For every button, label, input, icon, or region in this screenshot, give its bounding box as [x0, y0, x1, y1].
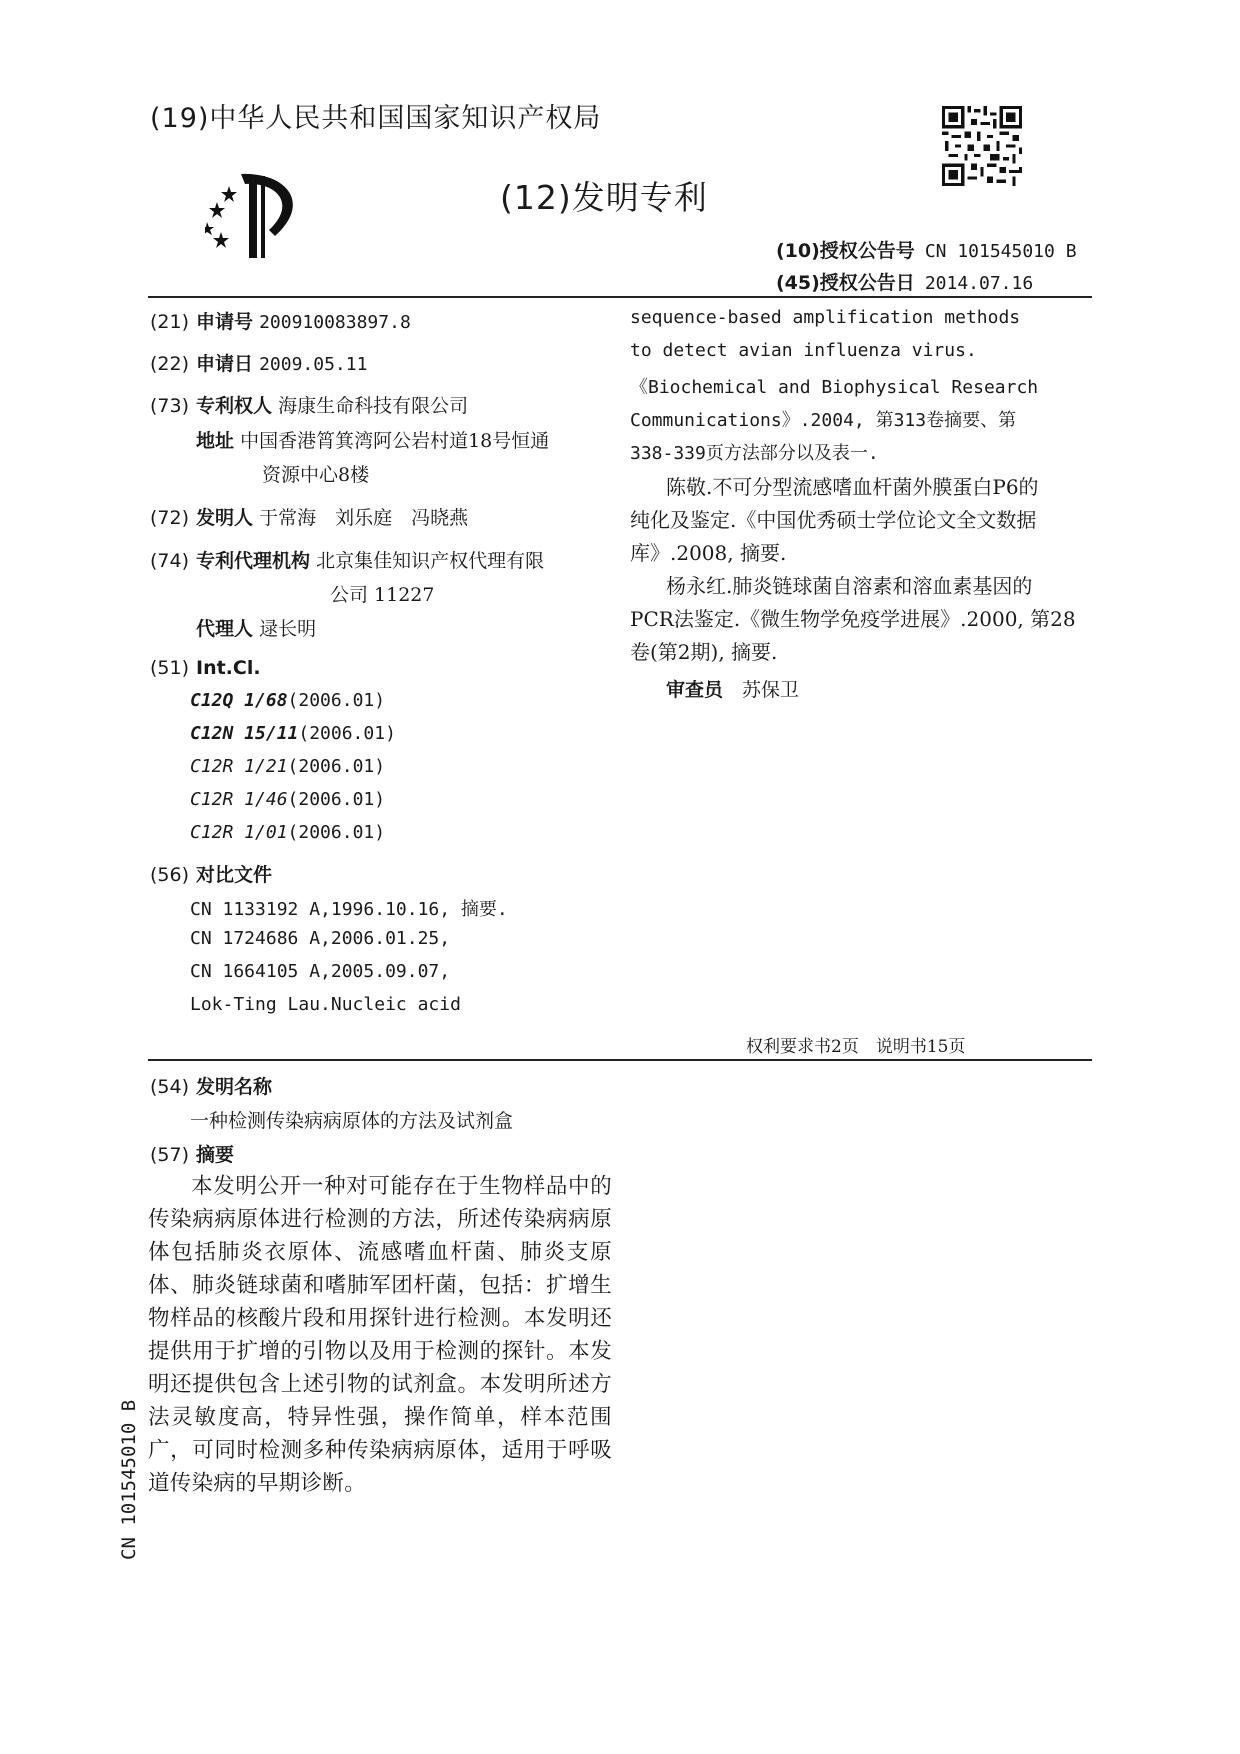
- reference-line: sequence-based amplification methods: [630, 307, 1021, 328]
- reference-line: to detect avian influenza virus.: [630, 340, 977, 361]
- section-divider: [148, 1059, 1092, 1061]
- reference-line: PCR法鉴定.《微生物学免疫学进展》.2000, 第28: [630, 607, 1076, 631]
- side-publication-number: CN 101545010 B: [118, 1399, 140, 1560]
- publication-date-row: [776, 268, 1033, 295]
- ipc-class: C12Q 1/68(2006.01): [190, 690, 386, 711]
- agency-row: (74) 专利代理机构 北京集佳知识产权代理有限: [150, 550, 545, 572]
- cnipa-logo-icon: [205, 172, 317, 262]
- reference-line: 杨永红.肺炎链球菌自溶素和溶血素基因的: [666, 574, 1033, 598]
- int-cl-row: (51) Int.Cl.: [150, 657, 261, 679]
- citation: CN 1133192 A,1996.10.16, 摘要.: [190, 899, 508, 920]
- publication-date-label: (45)授权公告日: [776, 272, 915, 294]
- citation: CN 1664105 A,2005.09.07,: [190, 961, 451, 982]
- reference-line: 库》.2008, 摘要.: [630, 541, 787, 565]
- agency-line-1: 北京集佳知识产权代理有限: [316, 550, 545, 572]
- examiner-row: [666, 675, 799, 702]
- reference-line: 338-339页方法部分以及表一.: [630, 443, 879, 464]
- patentee: 海康生命科技有限公司: [278, 395, 469, 417]
- publication-number-label: (10)授权公告号: [776, 240, 915, 262]
- filing-date: 2009.05.11: [259, 354, 368, 375]
- address-line-1: 中国香港筲箕湾阿公岩村道18号恒通: [240, 430, 550, 452]
- title-heading: (54) 发明名称: [150, 1076, 273, 1098]
- invention-title: 一种检测传染病病原体的方法及试剂盒: [190, 1110, 514, 1132]
- document-type: (12)发明专利: [500, 178, 708, 217]
- ipc-class: C12R 1/46(2006.01): [190, 789, 386, 810]
- publication-number: CN 101545010 B: [924, 241, 1077, 262]
- publication-date: 2014.07.16: [924, 273, 1034, 294]
- reference-line: 纯化及鉴定.《中国优秀硕士学位论文全文数据: [630, 508, 1037, 532]
- examiner-label: 审查员: [666, 679, 724, 701]
- citation: CN 1724686 A,2006.01.25,: [190, 928, 451, 949]
- reference-line: 《Biochemical and Biophysical Research: [630, 377, 1039, 398]
- qr-code-icon: [942, 106, 1022, 186]
- agent-row: 代理人 逯长明: [196, 618, 317, 640]
- filing-date-row: (22) 申请日 2009.05.11: [150, 353, 368, 375]
- page-count: 权利要求书2页 说明书15页: [746, 1037, 966, 1057]
- ipc-class: C12R 1/21(2006.01): [190, 756, 386, 777]
- inventors-row: (72) 发明人 于常海 刘乐庭 冯晓燕: [150, 507, 469, 529]
- reference-line: 卷(第2期), 摘要.: [630, 640, 778, 664]
- references-row: (56) 对比文件: [150, 864, 273, 886]
- citation: Lok-Ting Lau.Nucleic acid: [190, 994, 461, 1015]
- application-number-row: (21) 申请号 200910083897.8: [150, 311, 411, 333]
- examiner: 苏保卫: [742, 679, 800, 701]
- abstract-text: 本发明公开一种对可能存在于生物样品中的传染病病原体进行检测的方法，所述传染病病原体包括肺炎衣原体、流感嗜血杆菌、肺炎支原体、肺炎链球菌和嗜肺军团杆菌，包括：扩增生物样品的核酸片段和用探针进行检测。本发明还提供用于扩增的引物以及用于检测的探针。本发明还提供包含上述引物的试剂盒。本发明所述方法灵敏度高，特异性强，操作简单，样本范围广，可同时检测多种传染病病原体，适用于呼吸道传染病的早期诊断。: [148, 1174, 612, 1496]
- patentee-row: (73) 专利权人 海康生命科技有限公司: [150, 395, 469, 417]
- agency-line-2: 公司 11227: [330, 584, 435, 606]
- application-number: 200910083897.8: [259, 312, 411, 333]
- address-row: 地址 中国香港筲箕湾阿公岩村道18号恒通: [196, 430, 550, 452]
- reference-line: Communications》.2004, 第313卷摘要、第: [630, 410, 1017, 431]
- office-name: (19)中华人民共和国国家知识产权局: [150, 103, 602, 134]
- ipc-class: C12R 1/01(2006.01): [190, 822, 386, 843]
- reference-line: 陈敬.不可分型流感嗜血杆菌外膜蛋白P6的: [666, 475, 1039, 499]
- address-line-2: 资源中心8楼: [262, 464, 370, 486]
- agent: 逯长明: [259, 618, 317, 640]
- header-divider: [148, 296, 1092, 298]
- inventors: 于常海 刘乐庭 冯晓燕: [259, 507, 469, 529]
- abstract-heading: (57) 摘要: [150, 1144, 235, 1166]
- publication-number-row: [776, 236, 1077, 263]
- ipc-class: C12N 15/11(2006.01): [190, 723, 396, 744]
